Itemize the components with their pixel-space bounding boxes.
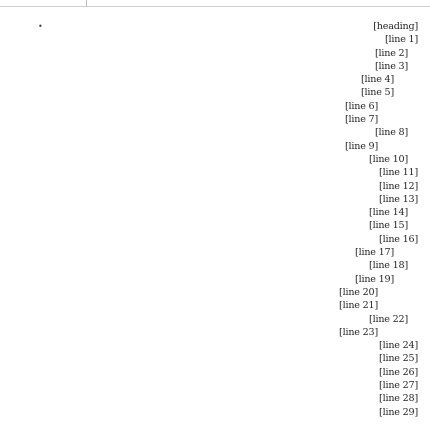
text-line-13: [line 13] <box>379 193 418 205</box>
text-line-24: [line 24] <box>379 340 418 352</box>
text-line-22: [line 22] <box>369 313 408 325</box>
scan-edge-rule <box>0 6 430 7</box>
text-line-6: [line 6] <box>344 100 378 112</box>
text-line-17: [line 17] <box>355 247 394 259</box>
text-line-15: [line 15] <box>369 220 408 232</box>
text-line-7: [line 7] <box>344 114 378 126</box>
text-line-27: [line 27] <box>379 380 418 392</box>
text-line-18: [line 18] <box>369 260 408 272</box>
text-line-20: [line 20] <box>339 286 378 298</box>
text-line-4: [line 4] <box>360 74 394 86</box>
text-line-26: [line 26] <box>379 366 418 378</box>
scan-edge-mark <box>86 0 87 7</box>
text-line-23: [line 23] <box>339 326 378 338</box>
text-line-28: [line 28] <box>379 393 418 405</box>
text-line-11: [line 11] <box>379 167 418 179</box>
text-line-25: [line 25] <box>379 353 418 365</box>
urdu-text-block <box>18 20 418 425</box>
text-line-5: [line 5] <box>360 87 394 99</box>
text-line-10: [line 10] <box>369 153 408 165</box>
text-line-12: [line 12] <box>379 180 418 192</box>
text-line-21: [line 21] <box>339 300 378 312</box>
text-line-8: [line 8] <box>374 127 408 139</box>
heading-line <box>18 20 418 33</box>
text-line-14: [line 14] <box>369 207 408 219</box>
text-line-9: [line 9] <box>344 140 378 152</box>
bullet-mark: • <box>38 22 43 31</box>
text-line-1: [line 1] <box>384 34 418 46</box>
text-line-19: [line 19] <box>355 273 394 285</box>
text-line-3: [line 3] <box>374 60 408 72</box>
text-line-16: [line 16] <box>379 233 418 245</box>
page-heading: [heading] <box>373 21 418 32</box>
text-line-29: [line 29] <box>379 406 418 418</box>
text-line-2: [line 2] <box>374 47 408 59</box>
